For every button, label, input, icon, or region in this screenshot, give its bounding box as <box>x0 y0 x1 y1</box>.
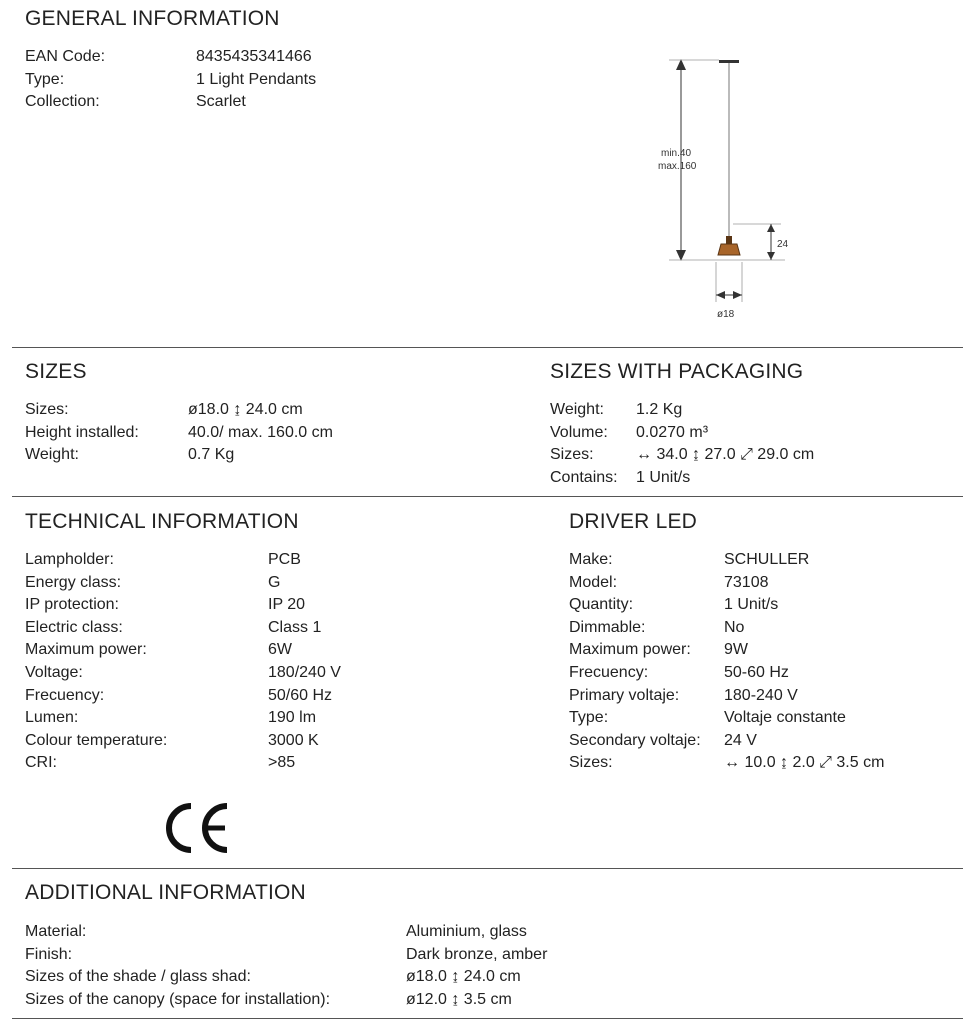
technical-row <box>25 594 341 617</box>
lamp-shade-shape <box>718 244 740 255</box>
additional-row <box>25 966 547 989</box>
energy-class-value: G <box>268 573 281 591</box>
diameter-arrow-left-icon <box>716 291 725 299</box>
technical-information-list <box>25 549 341 775</box>
additional-row <box>25 944 547 967</box>
primary-voltaje-label: Primary voltaje: <box>569 686 680 704</box>
lampholder-value: PCB <box>268 551 301 568</box>
technical-row <box>25 752 341 775</box>
canopy-sizes-label: Sizes of the canopy (space for installation): <box>25 990 331 1008</box>
packaging-volume-label: Volume: <box>550 423 608 441</box>
driver-type-label: Type: <box>569 709 609 727</box>
primary-voltaje-value: 180-240 V <box>724 686 798 704</box>
collection-value: Scarlet <box>196 93 246 111</box>
shade-sizes-value: ø18.0 ↨ 24.0 cm <box>406 968 521 986</box>
technical-row <box>25 662 341 685</box>
diameter-label: ø18 <box>717 309 735 320</box>
sizes-list <box>25 399 333 467</box>
canopy-sizes-value: ø12.0 ↨ 3.5 cm <box>406 990 512 1008</box>
general-row-collection <box>25 91 316 114</box>
diameter-arrow-right-icon <box>733 291 742 299</box>
driver-row <box>569 752 884 775</box>
packaging-row-sizes <box>550 444 814 467</box>
additional-row <box>25 921 547 944</box>
maximum-power-label: Maximum power: <box>25 641 147 659</box>
divider-2 <box>12 496 963 497</box>
height-max-label: max.160 <box>658 161 697 172</box>
packaging-contains-value: 1 Unit/s <box>636 468 691 486</box>
shade-height-label: 24 <box>777 239 789 250</box>
weight-value: 0.7 Kg <box>188 446 235 464</box>
driver-row <box>569 617 884 640</box>
type-value: 1 Light Pendants <box>196 70 317 88</box>
packaging-title: SIZES WITH PACKAGING <box>550 360 804 383</box>
sizes-row-weight <box>25 444 333 467</box>
general-row-ean <box>25 46 316 69</box>
technical-row <box>25 572 341 595</box>
ce-mark-logo <box>163 800 233 856</box>
additional-information-title: ADDITIONAL INFORMATION <box>25 881 306 904</box>
technical-row <box>25 549 341 572</box>
dimmable-value: No <box>724 618 745 636</box>
height-arrow-top-icon <box>676 59 686 70</box>
technical-row <box>25 707 341 730</box>
sizes-row-sizes <box>25 399 333 422</box>
ean-code-value: 8435435341466 <box>196 48 312 65</box>
voltage-label: Voltage: <box>25 663 83 681</box>
frecuency-value: 50/60 Hz <box>268 686 333 704</box>
finish-value: Dark bronze, amber <box>406 945 548 963</box>
ce-c-shape <box>169 806 191 850</box>
technical-row <box>25 730 341 753</box>
quantity-value: 1 Unit/s <box>724 596 779 614</box>
packaging-row-volume <box>550 422 814 445</box>
material-value: Aluminium, glass <box>406 923 527 940</box>
driver-row <box>569 730 884 753</box>
secondary-voltaje-label: Secondary voltaje: <box>569 731 701 749</box>
general-row-type <box>25 69 316 92</box>
shade-arrow-top-icon <box>767 224 775 232</box>
driver-row <box>569 662 884 685</box>
height-installed-value: 40.0/ max. 160.0 cm <box>188 423 333 441</box>
packaging-list <box>550 399 814 489</box>
cri-value: >85 <box>268 754 296 772</box>
height-installed-label: Height installed: <box>25 423 139 441</box>
finish-label: Finish: <box>25 945 73 963</box>
make-value: SCHULLER <box>724 551 810 568</box>
make-label: Make: <box>569 551 613 568</box>
model-value: 73108 <box>724 573 769 591</box>
height-min-label: min.40 <box>661 148 692 159</box>
packaging-row-weight <box>550 399 814 422</box>
material-label: Material: <box>25 923 87 940</box>
driver-led-list <box>569 549 884 775</box>
driver-led-title: DRIVER LED <box>569 510 698 533</box>
lumen-label: Lumen: <box>25 709 79 727</box>
electric-class-value: Class 1 <box>268 618 322 636</box>
driver-maximum-power-value: 9W <box>724 641 748 659</box>
driver-maximum-power-label: Maximum power: <box>569 641 691 659</box>
lampholder-label: Lampholder: <box>25 551 114 568</box>
additional-information-list <box>25 921 547 1011</box>
electric-class-label: Electric class: <box>25 618 123 636</box>
driver-frecuency-value: 50-60 Hz <box>724 663 789 681</box>
quantity-label: Quantity: <box>569 596 634 614</box>
voltage-value: 180/240 V <box>268 663 341 681</box>
ip-protection-label: IP protection: <box>25 596 119 614</box>
technical-row <box>25 685 341 708</box>
driver-row <box>569 549 884 572</box>
frecuency-label: Frecuency: <box>25 686 105 704</box>
technical-row <box>25 617 341 640</box>
driver-type-value: Voltaje constante <box>724 709 846 727</box>
driver-sizes-label: Sizes: <box>569 754 613 772</box>
driver-row <box>569 707 884 730</box>
cri-label: CRI: <box>25 754 57 772</box>
type-label: Type: <box>25 70 65 88</box>
weight-label: Weight: <box>25 446 79 464</box>
packaging-row-contains <box>550 467 814 490</box>
packaging-weight-label: Weight: <box>550 401 604 418</box>
general-information-title: GENERAL INFORMATION <box>25 7 280 30</box>
packaging-volume-value: 0.0270 m³ <box>636 423 709 441</box>
driver-row <box>569 572 884 595</box>
colour-temperature-value: 3000 K <box>268 731 319 749</box>
shade-arrow-bottom-icon <box>767 252 775 260</box>
packaging-sizes-label: Sizes: <box>550 446 594 464</box>
secondary-voltaje-value: 24 V <box>724 731 757 749</box>
energy-class-label: Energy class: <box>25 573 122 591</box>
canopy-shape <box>719 60 739 63</box>
technical-row <box>25 639 341 662</box>
divider-1 <box>12 347 963 348</box>
lamp-cap-shape <box>726 236 732 244</box>
general-information-list <box>25 46 316 114</box>
collection-label: Collection: <box>25 93 100 111</box>
height-arrow-bottom-icon <box>676 250 686 261</box>
divider-3 <box>12 868 963 869</box>
packaging-sizes-value: ↔ 34.0 ↨ 27.0 ⤢ 29.0 cm <box>636 446 815 464</box>
model-label: Model: <box>569 573 618 591</box>
maximum-power-value: 6W <box>268 641 292 659</box>
divider-bottom <box>12 1018 963 1019</box>
colour-temperature-label: Colour temperature: <box>25 731 168 749</box>
driver-sizes-value: ↔ 10.0 ↨ 2.0 ⤢ 3.5 cm <box>724 754 885 772</box>
packaging-weight-value: 1.2 Kg <box>636 401 683 418</box>
driver-frecuency-label: Frecuency: <box>569 663 649 681</box>
ean-code-label: EAN Code: <box>25 48 106 65</box>
packaging-contains-label: Contains: <box>550 468 618 486</box>
driver-row <box>569 594 884 617</box>
dimmable-label: Dimmable: <box>569 618 646 636</box>
driver-row <box>569 639 884 662</box>
sizes-row-height <box>25 422 333 445</box>
technical-information-title: TECHNICAL INFORMATION <box>25 510 299 533</box>
sizes-label: Sizes: <box>25 401 69 418</box>
ip-protection-value: IP 20 <box>268 596 306 614</box>
shade-sizes-label: Sizes of the shade / glass shad: <box>25 968 251 986</box>
driver-row <box>569 685 884 708</box>
additional-row <box>25 989 547 1012</box>
sizes-title: SIZES <box>25 360 87 383</box>
sizes-value: ø18.0 ↨ 24.0 cm <box>188 401 303 418</box>
pendant-dimension-diagram <box>645 50 795 330</box>
lumen-value: 190 lm <box>268 709 317 727</box>
